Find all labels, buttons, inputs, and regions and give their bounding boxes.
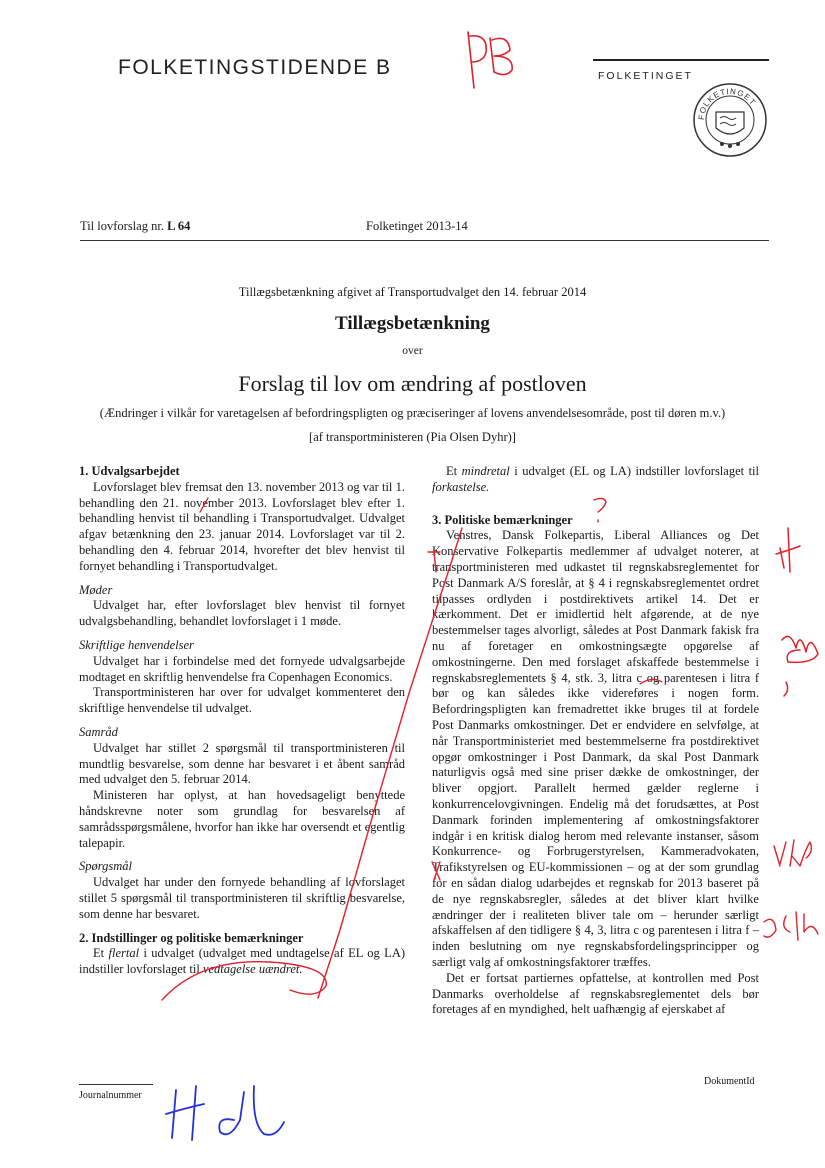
- subheading-sporgsmaal: Spørgsmål: [79, 859, 133, 874]
- handwritten-margin-h: [776, 528, 800, 572]
- handwritten-circle-21: [200, 498, 208, 512]
- over-label: over: [402, 345, 423, 357]
- journal-label: Journalnummer: [79, 1090, 142, 1101]
- minister-line: [af transportministeren (Pia Olsen Dyhr)]: [309, 430, 516, 444]
- org-name: FOLKETINGET: [598, 70, 693, 82]
- handwritten-check-line: [318, 528, 462, 998]
- section-heading-2: 2. Indstillinger og politiske bemærkninger: [79, 930, 304, 945]
- bill-title: Forslag til lov om ændring af postloven: [238, 371, 587, 396]
- handwritten-scribble: [782, 636, 818, 696]
- paragraph: Lovforslaget blev fremsat den 13. november 2013 og var til 1. behandling den 21. november 2013. Lovforslaget blev efter 1. behandling henvist til behandling i Transportudvalget. Udvalget afgav betænkning den 23. januar 2014. Lovforslaget var til 2. behandling den 4. februar 2014, hvorefter det blev henvist til fornyet behandling i Transportudvalget.: [79, 479, 405, 573]
- paragraph: Ministeren har oplyst, at han hovedsageligt benyttede håndskrevne noter som grundlag for besvarelsen af samrådsspørgsmålene, hvorfor han ikke har oversendt et egentlig talepapir.: [79, 788, 405, 850]
- subheading-samraad: Samråd: [79, 724, 118, 739]
- subheading-moder: Møder: [79, 582, 113, 597]
- paragraph: Venstres, Dansk Folkepartis, Liberal Alliances og Det Konservative Folkepartis medlemmer af udvalget noterer, at transportministeren med udkastet til regnskabsreglementet for Post Danmark A/S foreslår, at § 4 i regnskabsreglementet ordret tilpasses ordlyden i postdirektivets artikel 14. Det er kærkomment. Det er imidlertid helt afgørende, at de nye bestemmelser tages alvorligt, således at Post Danmark fakisk fra nu af foretager en omkostningsægte opgørelse af omkostningerne. Den med forslaget afskaffede bestemmelse i regnskabsreglementets § 4, stk. 3, litra c og parentesen i litra f bør og kan således ikke videreføres i nogen form. Befordringspligten kan fremadrettet ikke bruges til at fordele Post Danmarks omkostninger. Det er endvidere en selvfølge, at når Transportministeriet med bestemmelserne fra postdirektivet opgør omkostninger i Post Danmark, da skal Post Danmark naturligvis også med sine priser dække de omkostninger, der bliver opgjort. Parallelt hermed gælder reglerne i konkurrencelovgivningen. Endelig må det forudsættes, at Post Danmark forinden implementering af omkostningsfaktorer indgår i en kritisk dialog herom med relevante instanser, såsom Konkurrence- og Forbrugerstyrelsen, Kammeradvokaten, Trafikstyrelsen og EU-kommissionen – og at der som grundlag for en sådan dialog udarbejdes et regnskab for 2013 baseret på de nye regnskabsregler, således at det bliver klart hvilke ændringer der i realiteten bliver tale om – herunder særligt afskaffelsen af den tidligere § 4, 3, litra c og parentesen i litra f – inden beslutning om nye regnskabsfordelingsprincipper og særligt valg af omkostningsfaktorer træffes.: [432, 528, 759, 969]
- paragraph: Transportministeren har over for udvalget kommenteret den skriftlige henvendelse til udvalget.: [79, 685, 405, 716]
- bill-subtitle: (Ændringer i vilkår for varetagelsen af befordringspligten og præciseringer af lovens anvendelsesområde, post til døren m.v.): [99, 406, 726, 420]
- svg-text:FOLKETINGET: FOLKETINGET: [696, 86, 758, 121]
- paragraph: Et mindretal i udvalget (EL og LA) indstiller lovforslaget til forkastelse.: [432, 464, 759, 494]
- handwritten-mark-left-margin: [432, 862, 440, 880]
- paragraph: Et flertal i udvalget (udvalget med undtagelse af EL og LA) indstiller lovforslaget til vedtagelse uændret.: [79, 946, 406, 977]
- handwritten-margin-text-2: [764, 912, 818, 940]
- paragraph: Udvalget har, efter lovforslaget blev henvist til fornyet udvalgsbehandling, behandlet lovforslaget i 1 møde.: [79, 598, 405, 629]
- masthead-title: FOLKETINGSTIDENDE B: [118, 56, 392, 79]
- paragraph: Udvalget har under den fornyede behandling af lovforslaget stillet 5 spørgsmål til transportministeren til skriftlig besvarelse, som denne har besvaret.: [79, 875, 405, 921]
- handwritten-question-mark: [594, 498, 606, 522]
- paragraph: Udvalget har stillet 2 spørgsmål til transportministeren til mundtlig besvarelse, som denne har besvaret i et åbent samråd med udvalget den 5. februar 2014.: [79, 740, 405, 787]
- bill-number: L 64: [167, 219, 191, 233]
- session: Folketinget 2013-14: [366, 219, 468, 233]
- handwritten-circle-litra: [640, 679, 662, 684]
- handwritten-hdl-signature: [166, 1086, 284, 1140]
- subheading-skriftlige: Skriftlige henvendelser: [79, 637, 194, 652]
- section-heading-1: 1. Udvalgsarbejdet: [79, 464, 180, 478]
- handwritten-pb-mark: [468, 32, 512, 88]
- handwritten-mark-t: [428, 552, 440, 572]
- handwritten-loop: [162, 962, 326, 1000]
- bill-prefix: Til lovforslag nr.: [80, 219, 164, 233]
- section-heading-3: 3. Politiske bemærkninger: [432, 512, 573, 527]
- handwritten-margin-text-1: [774, 840, 811, 866]
- paragraph: Udvalget har i forbindelse med det fornyede udvalgsarbejde modtaget en skriftlig henvendelse fra Copenhagen Economics.: [79, 653, 405, 684]
- document-title: Tillægsbetænkning: [335, 313, 490, 334]
- paragraph: Det er fortsat partiernes opfattelse, at kontrollen med Post Danmarks overholdelse af regnskabsreglementet dels bør foretages af en myndighed, helt uafhængig af ejerskabet af: [432, 970, 759, 1017]
- document-id-label: DokumentId: [704, 1076, 755, 1087]
- issued-line: Tillægsbetænkning afgivet af Transportudvalget den 14. februar 2014: [238, 285, 587, 299]
